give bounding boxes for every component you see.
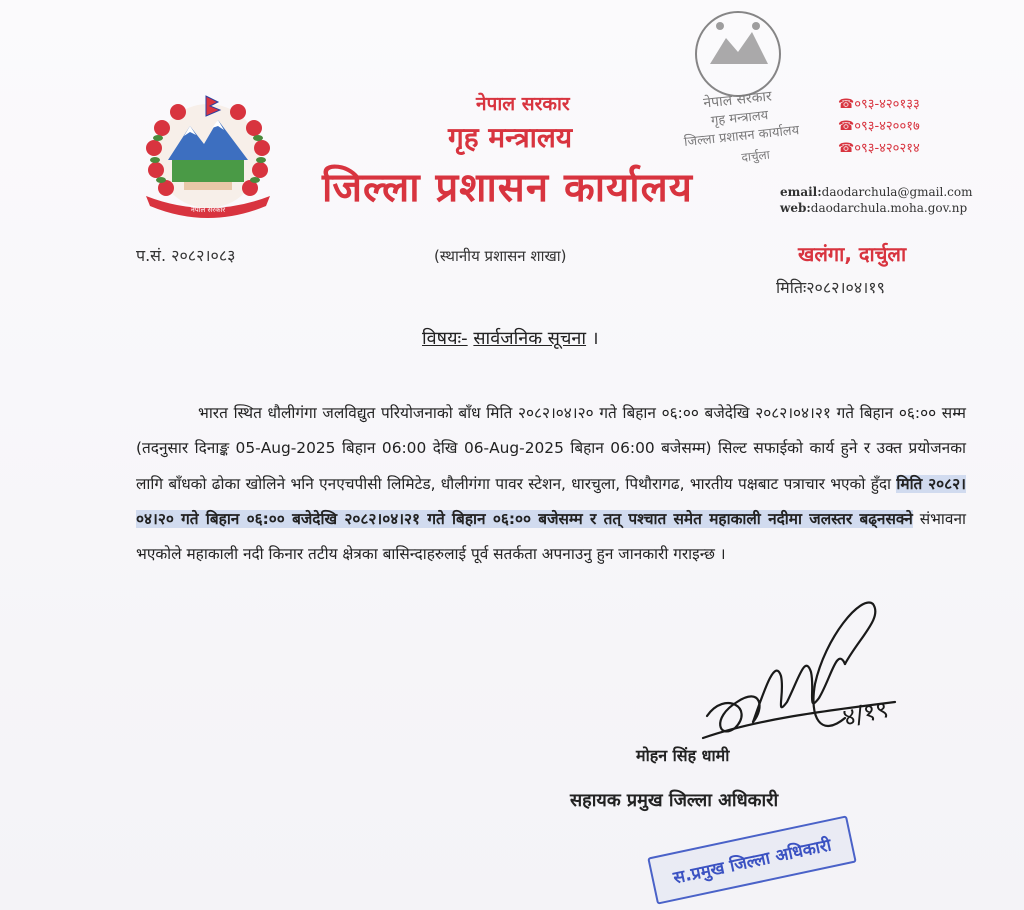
signature-date: ४/१९ (840, 695, 891, 732)
seal-line-4: दार्चुला (740, 147, 771, 165)
reference-number: प.सं. २०८२।०८३ (136, 246, 236, 265)
seal-line-2: गृह मन्त्रालय (710, 108, 769, 129)
phone-list (838, 94, 920, 160)
office-place: खलंगा, दार्चुला (798, 242, 907, 266)
branch-name: (स्थानीय प्रशासन शाखा) (434, 247, 567, 265)
office-title: जिल्ला प्रशासन कार्यालय (322, 165, 693, 211)
email-address: daodarchula@gmail.com (821, 185, 973, 199)
office-seal-icon (660, 6, 816, 172)
subject-line (422, 326, 599, 350)
phone-number: ☎०९३-४२००१७ (838, 119, 920, 134)
notice-body (136, 396, 966, 572)
phone-number: ☎०९३-४२०१३३ (838, 97, 920, 112)
signatory-name: मोहन सिंह धामी (636, 746, 730, 765)
emblem-text: नेपाल सरकार (190, 206, 226, 214)
phone-number: ☎०९३-४२०२१४ (838, 141, 920, 156)
signature-icon (695, 598, 910, 753)
official-stamp (647, 815, 857, 904)
body-part-2: संभावना भएकोले महाकाली नदी किनार तटीय क्षेत्रका बासिन्दाहरुलाई पूर्व सतर्कता अपनाउनु हुन जानकारी गराइन्छ । (136, 509, 966, 564)
subject-end: । (591, 328, 599, 349)
email-label: email: (780, 185, 822, 199)
subject-title: सार्वजनिक सूचना (473, 328, 587, 349)
letter-date: मितिः२०८२।०४।१९ (776, 278, 885, 297)
body-highlight: मिति २०८२।०४।२० गते बिहान ०६:०० बजेदेखि २०८२।०४।२१ गते बिहान ०६:०० बजेसम्म र तत् पश्चात समेत महाकाली नदीमा जलस्तर बढ्नसक्ने (136, 474, 966, 528)
seal-line-3: जिल्ला प्रशासन कार्यालय (683, 123, 800, 151)
signatory-designation: सहायक प्रमुख जिल्ला अधिकारी (570, 790, 779, 811)
subject-label: विषयः- (422, 328, 468, 349)
stamp-text: स.प्रमुख जिल्ला अधिकारी (671, 834, 834, 888)
contact-block (780, 184, 973, 216)
body-part-1: भारत स्थित धौलीगंगा जलविद्युत परियोजनाको बाँध मिति २०८२।०४।२० गते बिहान ०६:०० बजेदेखि २०८२।०४।२१ गते बिहान ०६:०० सम्म (तदनुसार दिनाङ्क 05-Aug-2025 बिहान 06:00 देखि 06-Aug-2025 बिहान 06:00 बजेसम्म) सिल्ट सफाईको कार्य हुने र उक्त प्रयोजनका लागि बाँधको ढोका खोलिने भनि एनएचपीसी लिमिटेड, धौलीगंगा पावर स्टेशन, धारचुला, पिथौरागढ, भारतीय पक्षबाट पत्राचार भएको हुँदा (136, 404, 966, 493)
ministry-title: गृह मन्त्रालय (448, 121, 573, 154)
nepal-emblem-icon (128, 88, 288, 228)
web-label: web: (780, 201, 811, 215)
government-title: नेपाल सरकार (476, 93, 570, 115)
web-address: daodarchula.moha.gov.np (810, 201, 968, 215)
seal-line-1: नेपाल सरकार (702, 88, 773, 112)
